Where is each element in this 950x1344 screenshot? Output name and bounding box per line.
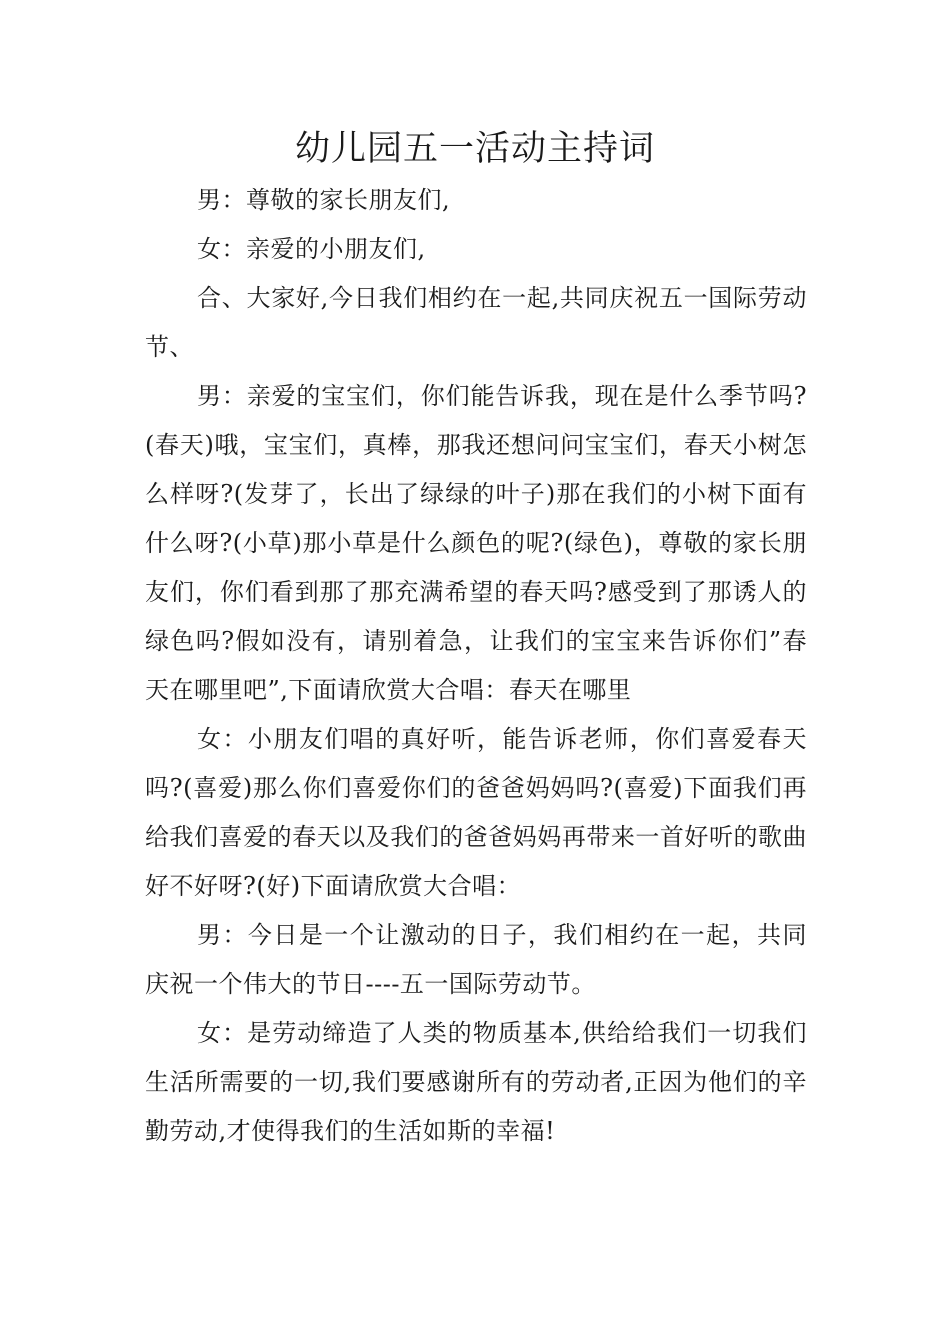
paragraph-6: 男：今日是一个让激动的日子，我们相约在一起，共同庆祝一个伟大的节日----五一国际劳动节。: [145, 921, 807, 998]
paragraph-7: 女：是劳动缔造了人类的物质基本,供给给我们一切我们生活所需要的一切,我们要感谢所有的劳动者,正因为他们的辛勤劳动,才使得我们的生活如斯的幸福!: [145, 1019, 807, 1145]
document-body: [145, 176, 807, 1156]
paragraph-4: 男：亲爱的宝宝们，你们能告诉我，现在是什么季节吗?(春天)哦，宝宝们，真棒，那我还想问问宝宝们，春天小树怎么样呀?(发芽了，长出了绿绿的叶子)那在我们的小树下面有什么呀?(小草)那小草是什么颜色的呢?(绿色)，尊敬的家长朋友们，你们看到那了那充满希望的春天吗?感受到了那诱人的绿色吗?假如没有，请别着急，让我们的宝宝来告诉你们”春天在哪里吧”,下面请欣赏大合唱：春天在哪里: [145, 382, 807, 704]
paragraph-5: 女：小朋友们唱的真好听，能告诉老师，你们喜爱春天吗?(喜爱)那么你们喜爱你们的爸爸妈妈吗?(喜爱)下面我们再给我们喜爱的春天以及我们的爸爸妈妈再带来一首好听的歌曲好不好呀?(好)下面请欣赏大合唱：: [145, 725, 807, 900]
paragraph-3: 合、大家好,今日我们相约在一起,共同庆祝五一国际劳动节、: [145, 284, 807, 361]
paragraph-2: 女：亲爱的小朋友们,: [197, 235, 426, 263]
document-title: 幼儿园五一活动主持词: [294, 129, 655, 169]
paragraph-1: 男：尊敬的家长朋友们,: [197, 186, 451, 214]
